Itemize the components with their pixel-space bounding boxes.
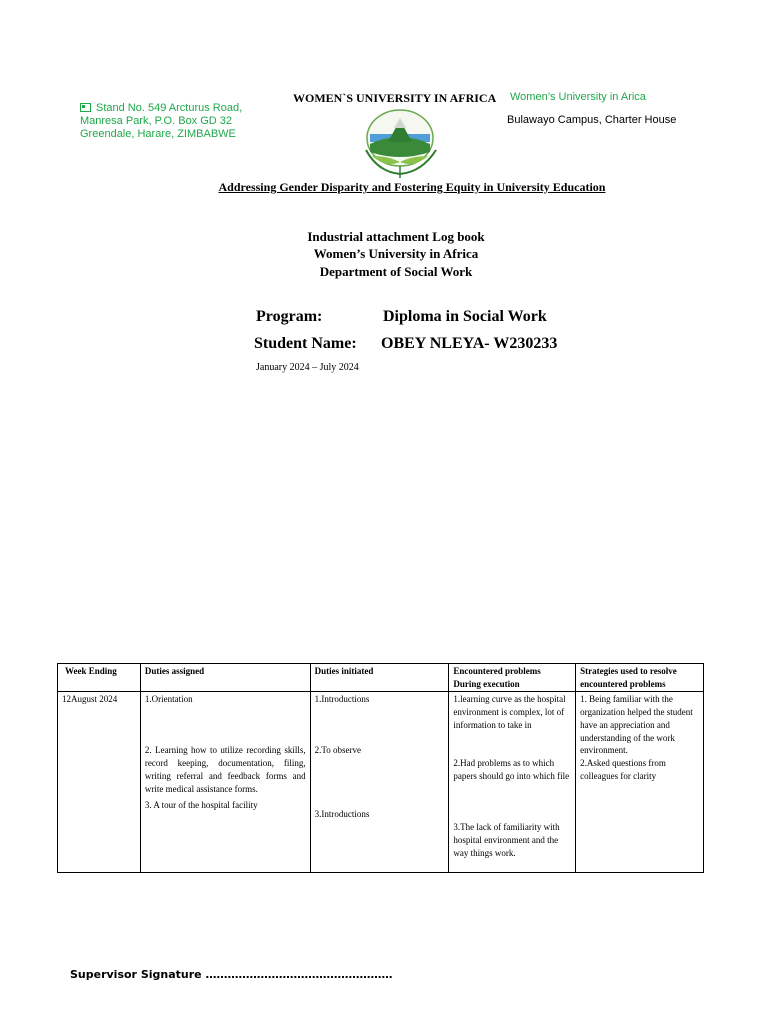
table-row bbox=[58, 692, 704, 872]
address-line-1: Stand No. 549 Arcturus Road, bbox=[80, 102, 242, 115]
problem-item-1: 1.learning curve as the hospital environment is complex, lot of information to take in bbox=[453, 694, 566, 730]
student-name-value: OBEY NLEYA- W230233 bbox=[381, 335, 558, 352]
header-problems-line-1: Encountered problems bbox=[453, 666, 541, 676]
header-duties-assigned: Duties assigned bbox=[140, 664, 310, 692]
university-title: WOMEN`S UNIVERSITY IN AFRICA bbox=[293, 91, 497, 105]
cell-duties-assigned bbox=[140, 692, 310, 872]
header-encountered-problems bbox=[449, 664, 576, 692]
university-name-green: Women’s University in Arica bbox=[510, 91, 646, 103]
department-name: Department of Social Work bbox=[319, 264, 473, 279]
table-header-row bbox=[58, 664, 704, 692]
assigned-item-1: 1.Orientation bbox=[144, 694, 193, 705]
header-problems-line-2: During execution bbox=[453, 678, 520, 689]
university-name: Women’s University in Africa bbox=[313, 246, 479, 261]
campus-name: Bulawayo Campus, Charter House bbox=[507, 114, 677, 126]
header-strategies: Strategies used to resolve encountered problems bbox=[576, 664, 704, 692]
student-name-label: Student Name: bbox=[254, 335, 357, 352]
initiated-item-3: 3.Introductions bbox=[314, 809, 370, 820]
strategy-item-1: 1. Being familiar with the organization helped the student have an appreciation and understanding of the work environment. bbox=[580, 694, 693, 756]
strategy-item-2: 2.Asked questions from colleagues for clarity bbox=[580, 757, 666, 781]
cell-duties-initiated bbox=[310, 692, 449, 872]
initiated-item-1: 1.Introductions bbox=[314, 694, 370, 705]
assigned-item-2: 2. Learning how to utilize recording skills, record keeping, documentation, filing, writing referral and feedback forms and write medical assistance forms. bbox=[144, 745, 306, 794]
attachment-period: January 2024 – July 2024 bbox=[256, 362, 359, 373]
header-duties-initiated: Duties initiated bbox=[310, 664, 449, 692]
program-value: Diploma in Social Work bbox=[383, 308, 547, 325]
mail-icon bbox=[80, 103, 91, 112]
program-label: Program: bbox=[256, 308, 323, 325]
address-line-2: Manresa Park, P.O. Box GD 32 bbox=[80, 115, 233, 127]
cell-encountered-problems bbox=[449, 692, 576, 872]
address-line-3: Greendale, Harare, ZIMBABWE bbox=[80, 128, 236, 140]
header-week-ending: Week Ending bbox=[58, 664, 141, 692]
problem-item-3: 3.The lack of familiarity with hospital environment and the way things work. bbox=[453, 822, 560, 858]
supervisor-signature-line: Supervisor Signature …………………………………………… bbox=[70, 968, 393, 981]
problem-item-2: 2.Had problems as to which papers should go into which file bbox=[453, 758, 570, 782]
cell-strategies bbox=[576, 692, 704, 872]
initiated-item-2: 2.To observe bbox=[314, 745, 361, 756]
assigned-item-3: 3. A tour of the hospital facility bbox=[144, 800, 258, 811]
motto: Addressing Gender Disparity and Fostering Equity in University Education bbox=[218, 180, 606, 194]
university-logo-icon bbox=[358, 106, 444, 180]
cell-week-ending: 12August 2024 bbox=[58, 692, 141, 872]
log-table bbox=[57, 663, 704, 873]
logbook-title: Industrial attachment Log book bbox=[307, 229, 485, 244]
address-block bbox=[80, 102, 242, 141]
